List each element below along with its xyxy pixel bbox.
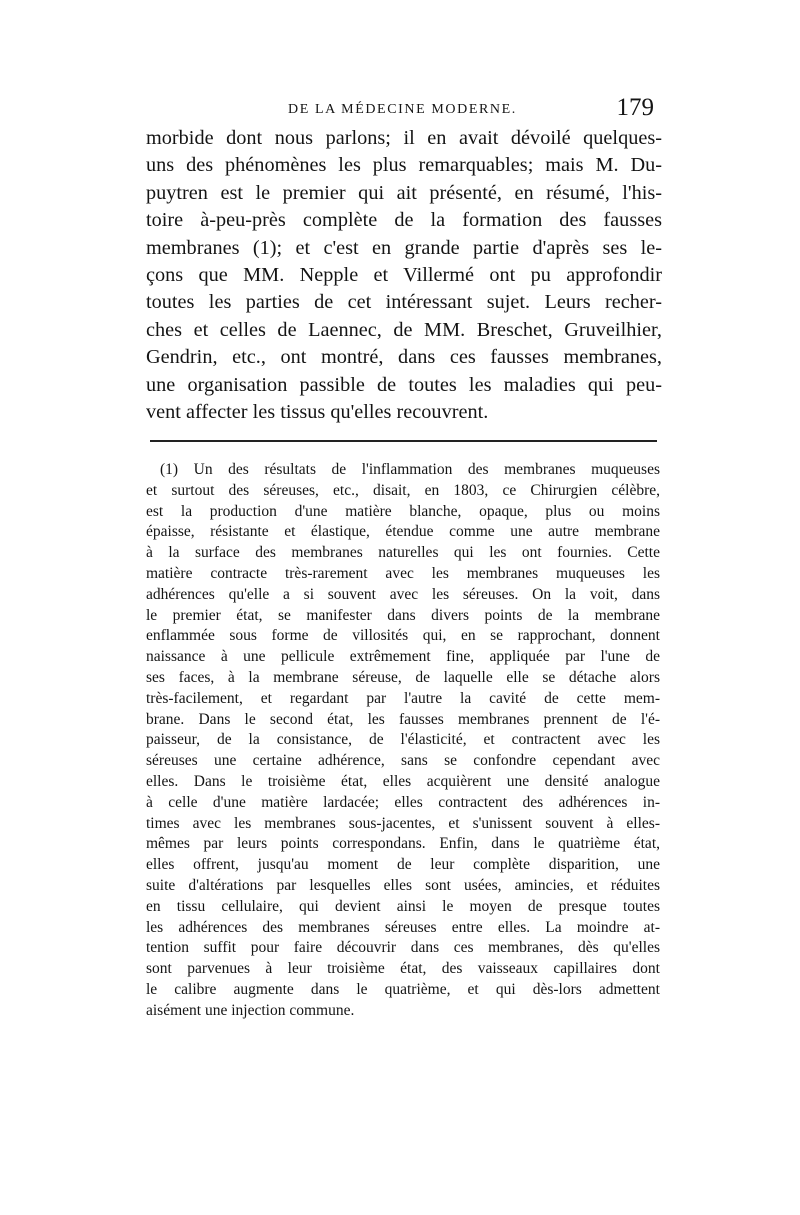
text-line: çons que MM. Nepple et Villermé ont pu approfondir [146,263,662,286]
text-line: Gendrin, etc., ont montré, dans ces fausses membranes, [146,346,662,369]
page-number: 179 [616,94,654,121]
text-line: vent affecter les tissus qu'elles recouvrent. [146,400,489,423]
running-title: DE LA MÉDECINE MODERNE. [288,102,517,117]
footnote-separator-rule [150,440,657,442]
footnote-line: matière contracte très-rarement avec les membranes muqueuses les [146,564,660,582]
footnote-line: brane. Dans le second état, les fausses membranes prennent de l'é- [146,710,660,728]
footnote-line: en tissu cellulaire, qui devient ainsi le moyen de presque toutes [146,897,660,915]
running-head [150,94,660,128]
footnote-line: enflammée sous forme de villosités qui, en se rapprochant, donnent [146,627,660,645]
footnote-line: naissance à une pellicule extrêmement fine, appliquée par l'une de [146,648,660,666]
footnote-line: adhérences qu'elle a si souvent avec les séreuses. On la voit, dans [146,585,660,603]
footnote-line: les adhérences des membranes séreuses entre elles. La moindre at- [146,918,660,936]
text-line: membranes (1); et c'est en grande partie d'après ses le- [146,236,662,259]
footnote-line: et surtout des séreuses, etc., disait, en 1803, ce Chirurgien célèbre, [146,481,660,499]
footnote-line: à celle d'une matière lardacée; elles contractent des adhérences in- [146,793,660,811]
footnote-line: épaisse, résistante et élastique, étendue comme une autre membrane [146,523,660,541]
footnote-line: aisément une injection commune. [146,1001,355,1019]
text-line: uns des phénomènes les plus remarquables; mais M. Du- [146,154,662,177]
text-line: toire à-peu-près complète de la formation des fausses [146,209,662,232]
footnote-line: séreuses une certaine adhérence, sans se confondre cependant avec [146,752,660,770]
text-line: morbide dont nous parlons; il en avait dévoilé quelques- [146,127,662,149]
footnote-line: le premier état, se manifester dans divers points de la membrane [146,606,660,624]
footnote-line: le calibre augmente dans le quatrième, et qui dès-lors admettent [146,980,660,998]
text-line: toutes les parties de cet intéressant sujet. Leurs recher- [146,291,662,314]
main-paragraph [146,125,662,426]
footnote-line: ses faces, à la membrane séreuse, de laquelle elle se détache alors [146,668,660,686]
text-line: puytren est le premier qui ait présenté, en résumé, l'his- [146,181,662,204]
footnote-line: paisseur, de la consistance, de l'élasticité, et contractent avec les [146,731,660,749]
footnote-line: à la surface des membranes naturelles qui les ont fournies. Cette [146,544,660,562]
text-line: ches et celles de Laennec, de MM. Breschet, Gruveilhier, [146,318,662,341]
footnote-line: sont parvenues à leur troisième état, des vaisseaux capillaires dont [146,960,660,978]
footnote-line: times avec les membranes sous-jacentes, et s'unissent souvent à elles- [146,814,660,832]
footnote-line: mêmes par leurs points correspondans. Enfin, dans le quatrième état, [146,835,660,853]
footnote-line: (1) Un des résultats de l'inflammation des membranes muqueuses [160,461,660,478]
footnote-line: suite d'altérations par lesquelles elles sont usées, amincies, et réduites [146,876,660,894]
footnote-line: elles. Dans le troisième état, elles acquièrent une densité analogue [146,772,660,790]
footnote-line: elles offrent, jusqu'au moment de leur complète disparition, une [146,856,660,874]
footnote-line: très-facilement, et regardant par l'autre la cavité de cette mem- [146,689,660,707]
footnote-line: est la production d'une matière blanche, opaque, plus ou moins [146,502,660,520]
text-line: une organisation passible de toutes les maladies qui peu- [146,373,662,396]
footnote-line: tention suffit pour faire découvrir dans ces membranes, dès qu'elles [146,939,660,957]
footnote [146,460,660,1022]
